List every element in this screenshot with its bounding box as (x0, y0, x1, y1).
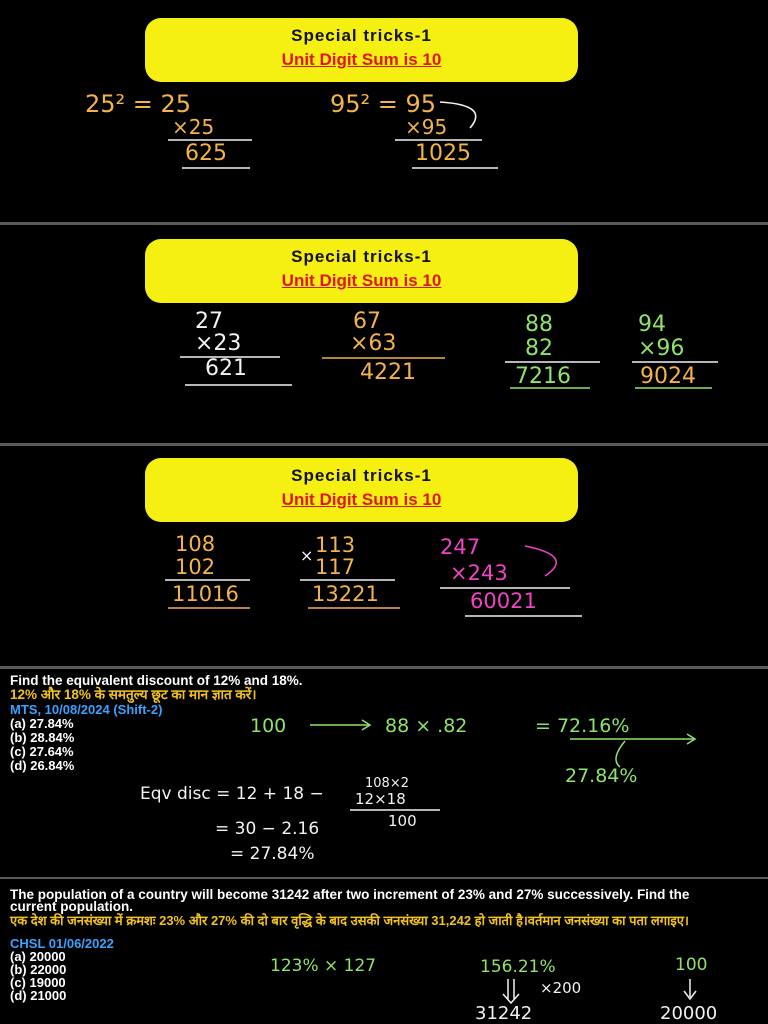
q1-option-c: (c) 27.64% (10, 744, 74, 759)
p2-ex4-result: 9024 (640, 364, 696, 389)
q2-option-b: (b) 22000 (10, 962, 67, 977)
q2-text-en: The population of a country will become 31242 after two increment of 23% and 27% successively. Find the current population. (10, 887, 690, 914)
p3-ex2-times: × (300, 546, 314, 565)
p2-ex1-line2: ×23 (195, 331, 242, 356)
q1-work-mult: 88 × .82 (385, 715, 468, 737)
q2-option-a: (a) 20000 (10, 949, 66, 964)
q2-work-e: 100 (675, 955, 708, 975)
q2-down-arrow-head (503, 994, 519, 1003)
p2-ex1-line1: 27 (195, 309, 223, 334)
p1-ex2-line2: ×95 (405, 115, 448, 139)
q1-result-curve (616, 741, 625, 767)
p3-ex2-line2: 117 (315, 555, 356, 579)
q1-eq1: Eqv disc = 12 + 18 − (140, 784, 324, 804)
p2-ex3-line1: 88 (525, 312, 553, 337)
q1-frac-bottom: 100 (388, 812, 417, 830)
q1-option-b: (b) 28.84% (10, 730, 75, 745)
p2-ex3-result: 7216 (515, 364, 571, 389)
p3-ex1-line2: 102 (175, 555, 216, 579)
p3-ex1-line1: 108 (175, 532, 216, 556)
p1-ex2-line1: 95² = 95 (330, 90, 437, 118)
p2-ex2-line1: 67 (353, 309, 381, 334)
p2-ex4-line2: ×96 (638, 336, 685, 361)
p3-ex2-result: 13221 (312, 582, 379, 606)
q1-text-en: Find the equivalent discount of 12% and 18%. (10, 673, 303, 688)
q2-source: CHSL 01/06/2022 (10, 936, 114, 951)
p1-ex1-result: 625 (185, 141, 227, 166)
q1-eq2: = 30 − 2.16 (215, 819, 320, 839)
q2-text-hi: एक देश की जनसंख्या में क्रमशः 23% और 27% की दो बार वृद्धि के बाद उसकी जनसंख्या 31,242 हो जाती है।वर्तमान जनसंख्या का पता लगाइए। (10, 913, 689, 928)
q1-text-hi: 12% और 18% के समतुल्य छूट का मान ज्ञात करें। (10, 687, 257, 702)
banner-title: Special tricks-1 (291, 466, 432, 485)
q2-chalk (0, 879, 768, 1024)
q1-option-d: (d) 26.84% (10, 758, 75, 773)
p1-ex2-result: 1025 (415, 141, 471, 166)
q1-chalk (0, 669, 768, 877)
panel-trick-1 (0, 0, 768, 222)
p3-ex3-line1: 247 (440, 535, 481, 559)
q1-work-result: = 72.16% (535, 715, 630, 737)
q1-source: MTS, 10/08/2024 (Shift-2) (10, 702, 163, 717)
q2-work-f: 20000 (660, 1003, 718, 1024)
q1-work-answer: 27.84% (565, 765, 638, 787)
question-2 (0, 879, 768, 1024)
panel-trick-3 (0, 446, 768, 666)
q2-option-d: (d) 21000 (10, 988, 67, 1003)
title-banner (145, 458, 578, 522)
q2-work-b: 156.21% (480, 957, 556, 977)
p1-ex1-line1: 25² = 25 (85, 90, 192, 118)
p2-ex3-line2: 82 (525, 336, 553, 361)
q2-work-d: 31242 (475, 1003, 533, 1024)
banner-title: Special tricks-1 (291, 26, 432, 45)
banner-subtitle: Unit Digit Sum is 10 (281, 490, 442, 509)
question-1 (0, 669, 768, 877)
p3-ex3-curve (525, 546, 556, 576)
q1-frac-top1: 108×2 (365, 776, 409, 791)
title-banner (145, 239, 578, 303)
p2-ex2-result: 4221 (360, 360, 416, 385)
p2-ex1-result: 621 (205, 356, 247, 381)
title-banner (145, 18, 578, 82)
banner-subtitle: Unit Digit Sum is 10 (281, 271, 442, 290)
q1-work-100: 100 (250, 715, 287, 737)
panel-trick-2 (0, 225, 768, 443)
p2-ex4-line1: 94 (638, 312, 666, 337)
q2-work-c: ×200 (540, 979, 582, 997)
q2-work-a: 123% × 127 (270, 956, 377, 976)
p3-ex2-line1: 113 (315, 533, 356, 557)
p3-ex1-result: 11016 (172, 582, 239, 606)
p3-ex3-result: 60021 (470, 589, 537, 613)
q1-frac-top2: 12×18 (355, 790, 406, 808)
banner-subtitle: Unit Digit Sum is 10 (281, 50, 442, 69)
banner-title: Special tricks-1 (291, 247, 432, 266)
p2-ex2-line2: ×63 (350, 331, 397, 356)
p3-ex3-line2: ×243 (450, 561, 508, 585)
q2-option-c: (c) 19000 (10, 975, 66, 990)
q1-option-a: (a) 27.84% (10, 716, 74, 731)
q1-eq3: = 27.84% (230, 844, 315, 864)
p1-ex1-line2: ×25 (172, 115, 215, 139)
